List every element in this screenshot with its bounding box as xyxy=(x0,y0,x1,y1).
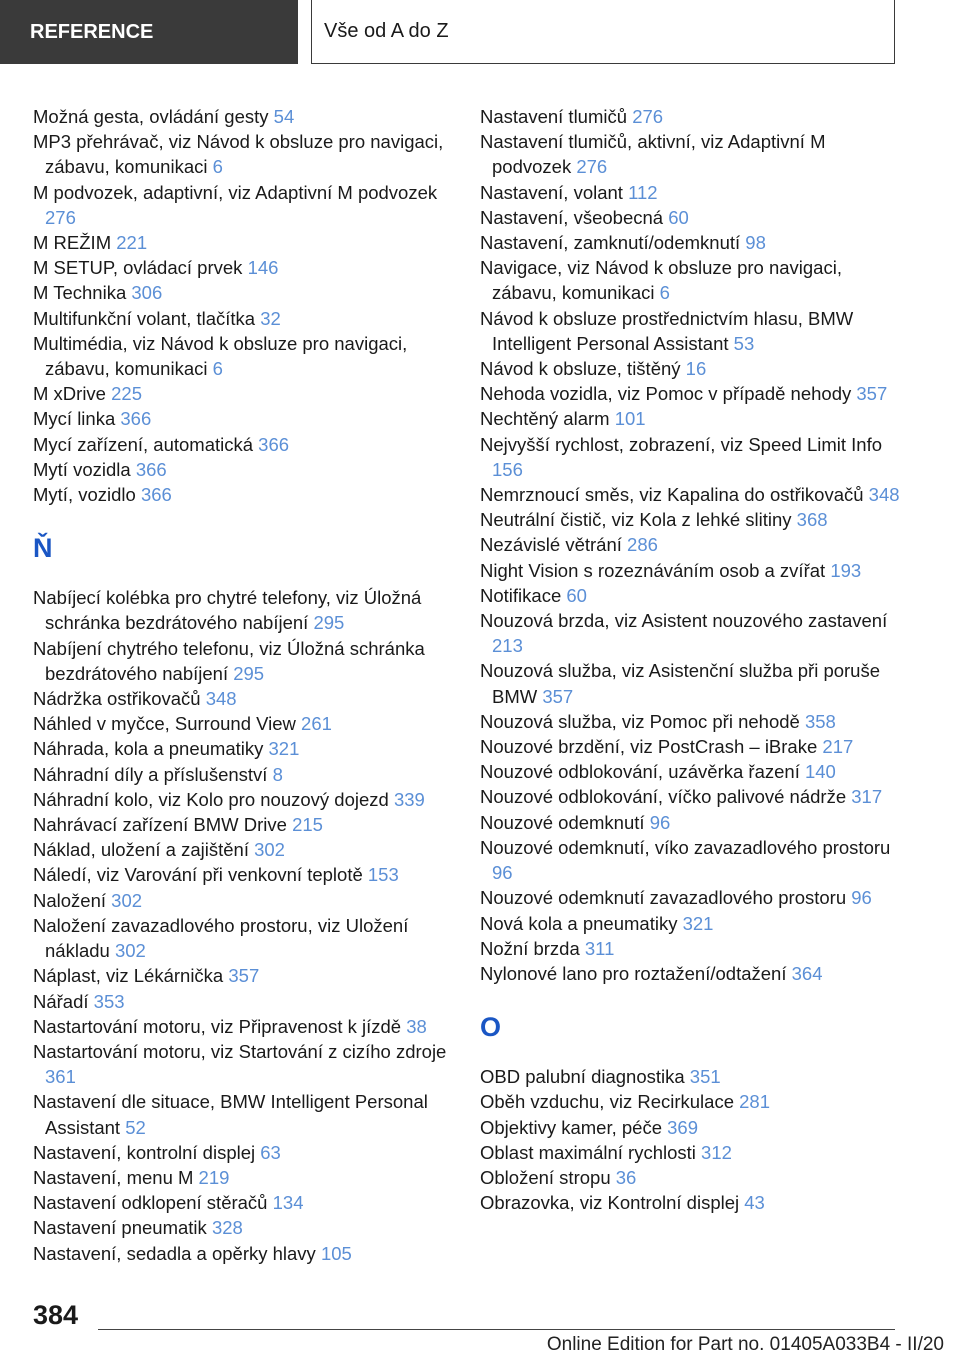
index-entry xyxy=(480,1089,900,1114)
page-reference-link[interactable]: 366 xyxy=(120,408,152,430)
index-term: Mycí linka xyxy=(33,408,116,430)
page-header xyxy=(0,0,960,66)
index-entry xyxy=(33,180,473,230)
page-reference-link[interactable]: 369 xyxy=(667,1116,699,1138)
index-entry xyxy=(33,888,473,913)
page-reference-link[interactable]: 153 xyxy=(367,864,399,886)
index-entry xyxy=(33,230,473,255)
index-term: Nouzová služba, viz Asistenční služba při poruše BMW xyxy=(480,660,881,707)
index-entry xyxy=(33,862,473,887)
page-reference-link[interactable]: 295 xyxy=(313,612,345,634)
index-term: Nová kola a pneumatiky xyxy=(480,912,678,934)
index-entry xyxy=(480,532,900,557)
index-entry xyxy=(480,180,900,205)
index-entry xyxy=(480,432,900,482)
page-reference-link[interactable]: 276 xyxy=(632,106,664,127)
index-term: Navigace, viz Návod k obsluze pro navigaci, zábavu, komunikaci xyxy=(480,257,842,304)
page-reference-link[interactable]: 357 xyxy=(542,685,574,707)
edition-info: Online Edition for Part no. 01405A033B4 - II/20 xyxy=(546,1334,944,1355)
index-entry xyxy=(33,1039,473,1089)
index-entry xyxy=(33,1165,473,1190)
index-entry xyxy=(33,736,473,761)
index-entry xyxy=(33,1215,473,1240)
index-term: Náplast, viz Lékárnička xyxy=(33,965,224,987)
page-reference-link[interactable]: 311 xyxy=(584,937,615,959)
page-reference-link[interactable]: 306 xyxy=(131,282,163,304)
index-term: Nastavení tlumičů xyxy=(480,106,628,127)
index-entry xyxy=(480,784,900,809)
index-entry xyxy=(33,837,473,862)
page-reference-link[interactable]: 225 xyxy=(111,383,142,405)
index-entry xyxy=(33,787,473,812)
index-term: Notifikace xyxy=(480,584,562,606)
index-term: Náklad, uložení a zajištění xyxy=(33,839,249,861)
page-reference-link[interactable]: 302 xyxy=(114,940,146,962)
index-term: Nádržka ostřikovačů xyxy=(33,688,201,710)
page-reference-link[interactable]: 368 xyxy=(796,509,828,531)
index-entry xyxy=(480,255,900,305)
index-entry xyxy=(33,762,473,787)
page-reference-link[interactable]: 38 xyxy=(406,1015,427,1037)
page-reference-link[interactable]: 361 xyxy=(45,1066,76,1088)
index-entry xyxy=(480,129,900,179)
page-reference-link[interactable]: 6 xyxy=(659,282,670,304)
index-term: Nastartování motoru, viz Startování z cizího zdroje xyxy=(33,1040,447,1062)
page-reference-link[interactable]: 98 xyxy=(745,232,766,254)
index-entry xyxy=(33,255,473,280)
index-entry xyxy=(33,636,473,686)
page-reference-link[interactable]: 101 xyxy=(614,408,646,430)
page-reference-link[interactable]: 312 xyxy=(701,1141,732,1163)
index-entry xyxy=(480,1140,900,1165)
index-term: Nechtěný alarm xyxy=(480,408,610,430)
page-reference-link[interactable]: 353 xyxy=(93,990,125,1012)
page-reference-link[interactable]: 146 xyxy=(247,257,279,279)
index-entry xyxy=(480,759,900,784)
index-entry xyxy=(480,658,900,708)
page-reference-link[interactable]: 63 xyxy=(260,1141,281,1163)
index-entry xyxy=(33,1014,473,1039)
page-reference-link[interactable]: 302 xyxy=(254,839,285,861)
page-reference-link[interactable]: 36 xyxy=(615,1166,637,1188)
page-number: 384 xyxy=(33,1300,79,1330)
index-term: Nezávislé větrání xyxy=(480,534,622,556)
index-entry xyxy=(33,812,473,837)
index-entry xyxy=(480,507,900,532)
index-term: Nouzové odemknutí zavazadlového prostoru xyxy=(480,887,847,909)
index-entry xyxy=(480,583,900,608)
page-reference-link[interactable]: 219 xyxy=(198,1166,230,1188)
index-entry xyxy=(480,230,900,255)
index-term: Nastavení dle situace, BMW Intelligent Personal Assistant xyxy=(33,1091,428,1138)
index-letter-heading: Ň xyxy=(33,533,53,564)
index-entry xyxy=(33,406,473,431)
page-reference-link[interactable]: 105 xyxy=(320,1242,352,1264)
index-entry xyxy=(480,608,900,658)
page-reference-link[interactable]: 302 xyxy=(111,889,143,911)
page-reference-link[interactable]: 112 xyxy=(628,181,658,203)
page-reference-link[interactable]: 281 xyxy=(739,1091,770,1113)
page-reference-link[interactable]: 364 xyxy=(791,962,823,984)
index-entry xyxy=(480,1064,900,1089)
page-reference-link[interactable]: 366 xyxy=(258,433,290,455)
index-entry xyxy=(33,989,473,1014)
index-entry xyxy=(33,1140,473,1165)
index-entry xyxy=(33,1089,473,1139)
index-entry xyxy=(480,1190,900,1215)
index-term: Nastavení, zamknutí/odemknutí xyxy=(480,232,741,254)
page-reference-link[interactable]: 60 xyxy=(668,206,689,228)
index-entry xyxy=(33,1241,473,1266)
index-entry xyxy=(480,104,900,129)
index-entry xyxy=(480,1115,900,1140)
index-term: Nářadí xyxy=(33,990,89,1012)
index-entry xyxy=(480,558,900,583)
index-term: M REŽIM xyxy=(33,232,112,254)
index-entry xyxy=(480,885,900,910)
index-term: Night Vision s rozeznáváním osob a zvířat xyxy=(480,559,826,581)
index-term: Náhrada, kola a pneumatiky xyxy=(33,738,264,760)
page-reference-link[interactable]: 193 xyxy=(830,559,862,581)
page-reference-link[interactable]: 6 xyxy=(212,358,223,380)
page-reference-link[interactable]: 52 xyxy=(125,1116,146,1138)
index-term: Nabíjení chytrého telefonu, viz Úložná schránka bezdrátového nabíjení xyxy=(33,637,425,684)
index-entry xyxy=(33,482,473,507)
index-term: Náhled v myčce, Surround View xyxy=(33,713,296,735)
page-reference-link[interactable]: 317 xyxy=(851,786,883,808)
index-term: Nouzové odemknutí xyxy=(480,811,645,833)
page-reference-link[interactable]: 358 xyxy=(804,710,836,732)
index-entry xyxy=(480,911,900,936)
page-reference-link[interactable]: 96 xyxy=(649,811,671,833)
page-reference-link[interactable]: 8 xyxy=(272,763,283,785)
index-entry xyxy=(480,961,900,986)
page-reference-link[interactable]: 351 xyxy=(689,1066,721,1088)
index-letter-heading: O xyxy=(480,1012,502,1043)
page-reference-link[interactable]: 348 xyxy=(205,688,237,710)
page-reference-link[interactable]: 366 xyxy=(140,484,172,506)
index-entry xyxy=(33,1190,473,1215)
index-term: Nejvyšší rychlost, zobrazení, viz Speed Limit Info xyxy=(480,433,883,455)
index-term: Mytí vozidla xyxy=(33,458,131,480)
index-term: Nastavení odklopení stěračů xyxy=(33,1192,268,1214)
page-reference-link[interactable]: 32 xyxy=(260,307,281,329)
index-term: Obložení stropu xyxy=(480,1166,611,1188)
page-reference-link[interactable]: 16 xyxy=(685,358,707,380)
page-reference-link[interactable]: 213 xyxy=(492,635,523,657)
index-term: Nožní brzda xyxy=(480,937,580,959)
page-reference-link[interactable]: 156 xyxy=(492,458,523,480)
index-term: Multifunkční volant, tlačítka xyxy=(33,307,256,329)
index-entry xyxy=(480,936,900,961)
index-term: Obrazovka, viz Kontrolní displej xyxy=(480,1192,740,1214)
index-term: Náledí, viz Varování při venkovní teplotě xyxy=(33,864,363,886)
page-reference-link[interactable]: 215 xyxy=(292,814,323,836)
index-term: Nouzová brzda, viz Asistent nouzového zastavení xyxy=(480,610,888,632)
index-term: Možná gesta, ovládání gesty xyxy=(33,106,269,127)
page-reference-link[interactable]: 261 xyxy=(301,713,332,735)
index-entry xyxy=(33,331,473,381)
index-term: Náhradní díly a příslušenství xyxy=(33,763,268,785)
index-entry xyxy=(33,306,473,331)
index-term: Nouzové brzdění, viz PostCrash – iBrake xyxy=(480,736,818,758)
index-term: M xDrive xyxy=(33,383,106,405)
index-entry xyxy=(33,280,473,305)
index-entry xyxy=(480,482,900,507)
index-entry xyxy=(33,913,473,963)
index-term: Nastartování motoru, viz Připravenost k jízdě xyxy=(33,1015,402,1037)
index-term: MP3 přehrávač, viz Návod k obsluze pro navigaci, zábavu, komunikaci xyxy=(33,131,444,178)
index-term: Nouzové odemknutí, víko zavazadlového prostoru xyxy=(480,836,891,858)
index-term: Oběh vzduchu, viz Recirkulace xyxy=(480,1091,734,1113)
page-reference-link[interactable]: 54 xyxy=(273,106,295,127)
index-term: Naložení zavazadlového prostoru, viz Uložení nákladu xyxy=(33,914,409,962)
chapter-title: Vše od A do Z xyxy=(311,0,895,64)
index-entry xyxy=(480,734,900,759)
index-entry xyxy=(33,381,473,406)
index-entry xyxy=(33,104,473,129)
index-column-left xyxy=(33,104,473,1266)
page-reference-link[interactable]: 96 xyxy=(851,887,872,909)
index-entry xyxy=(480,835,900,885)
index-term: M Technika xyxy=(33,282,127,304)
index-term: Nouzové odblokování, uzávěrka řazení xyxy=(480,761,800,783)
index-entry xyxy=(480,205,900,230)
index-entry xyxy=(480,406,900,431)
page-reference-link[interactable]: 96 xyxy=(492,862,513,884)
index-entry xyxy=(480,709,900,734)
page-reference-link[interactable]: 321 xyxy=(682,912,714,934)
index-term: Návod k obsluze prostřednictvím hlasu, BMW Intelligent Personal Assistant xyxy=(480,307,854,354)
index-entry xyxy=(480,306,900,356)
index-term: Nabíjecí kolébka pro chytré telefony, viz Úložná schránka bezdrátového nabíjení xyxy=(33,587,422,634)
index-term: Návod k obsluze, tištěný xyxy=(480,358,681,380)
index-term: M podvozek, adaptivní, viz Adaptivní M podvozek xyxy=(33,181,438,203)
index-entry xyxy=(33,711,473,736)
index-term: Nastavení, menu M xyxy=(33,1166,194,1188)
index-term: Nastavení, volant xyxy=(480,181,623,203)
page-reference-link[interactable]: 276 xyxy=(576,156,608,178)
index-term: Multimédia, viz Návod k obsluze pro navigaci, zábavu, komunikaci xyxy=(33,332,408,380)
page-reference-link[interactable]: 366 xyxy=(135,458,167,480)
index-entry xyxy=(33,686,473,711)
page-reference-link[interactable]: 60 xyxy=(566,584,587,606)
index-term: Mycí zařízení, automatická xyxy=(33,433,254,455)
index-term: Nehoda vozidla, viz Pomoc v případě nehody xyxy=(480,383,852,405)
index-column-right xyxy=(480,104,900,1215)
index-entry xyxy=(33,129,473,179)
index-term: Nastavení tlumičů, aktivní, viz Adaptivní M podvozek xyxy=(480,131,826,178)
page-reference-link[interactable]: 357 xyxy=(856,383,888,405)
index-term: Nastavení pneumatik xyxy=(33,1217,207,1239)
index-term: Nastavení, kontrolní displej xyxy=(33,1141,256,1163)
page-reference-link[interactable]: 6 xyxy=(212,156,223,178)
index-term: Oblast maximální rychlosti xyxy=(480,1141,696,1163)
index-term: Náhradní kolo, viz Kolo pro nouzový dojezd xyxy=(33,788,389,810)
index-entry xyxy=(480,810,900,835)
index-term: Nemrznoucí směs, viz Kapalina do ostřikovačů xyxy=(480,484,864,506)
page-reference-link[interactable]: 43 xyxy=(744,1192,765,1214)
page-reference-link[interactable]: 321 xyxy=(268,738,300,760)
page-reference-link[interactable]: 217 xyxy=(822,736,854,758)
page-reference-link[interactable]: 286 xyxy=(627,534,658,556)
index-entry xyxy=(33,963,473,988)
index-term: Neutrální čistič, viz Kola z lehké slitiny xyxy=(480,509,792,531)
index-term: M SETUP, ovládací prvek xyxy=(33,257,243,279)
page-reference-link[interactable]: 53 xyxy=(733,332,755,354)
page-reference-link[interactable]: 276 xyxy=(45,206,76,228)
index-entry xyxy=(33,432,473,457)
index-term: Nouzová služba, viz Pomoc při nehodě xyxy=(480,710,800,732)
page-reference-link[interactable]: 295 xyxy=(233,662,265,684)
page-reference-link[interactable]: 339 xyxy=(393,788,425,810)
section-tab: REFERENCE xyxy=(0,0,298,64)
index-entry xyxy=(480,381,900,406)
page-reference-link[interactable]: 140 xyxy=(804,761,836,783)
index-term: Objektivy kamer, péče xyxy=(480,1116,662,1138)
index-entry xyxy=(480,1165,900,1190)
index-term: Naložení xyxy=(33,889,107,911)
page-reference-link[interactable]: 221 xyxy=(116,232,148,254)
index-term: Nylonové lano pro roztažení/odtažení xyxy=(480,962,787,984)
index-term: Nastavení, všeobecná xyxy=(480,206,664,228)
page-reference-link[interactable]: 348 xyxy=(868,484,900,506)
index-term: Mytí, vozidlo xyxy=(33,484,136,506)
index-entry xyxy=(480,356,900,381)
index-term: Nahrávací zařízení BMW Drive xyxy=(33,814,287,836)
index-term: OBD palubní diagnostika xyxy=(480,1066,685,1088)
index-entry xyxy=(33,585,473,635)
index-entry xyxy=(33,457,473,482)
page-reference-link[interactable]: 357 xyxy=(228,965,260,987)
index-term: Nouzové odblokování, víčko palivové nádrže xyxy=(480,786,847,808)
page-reference-link[interactable]: 328 xyxy=(211,1217,243,1239)
page-reference-link[interactable]: 134 xyxy=(272,1192,304,1214)
index-term: Nastavení, sedadla a opěrky hlavy xyxy=(33,1242,316,1264)
footer-divider xyxy=(98,1329,895,1330)
